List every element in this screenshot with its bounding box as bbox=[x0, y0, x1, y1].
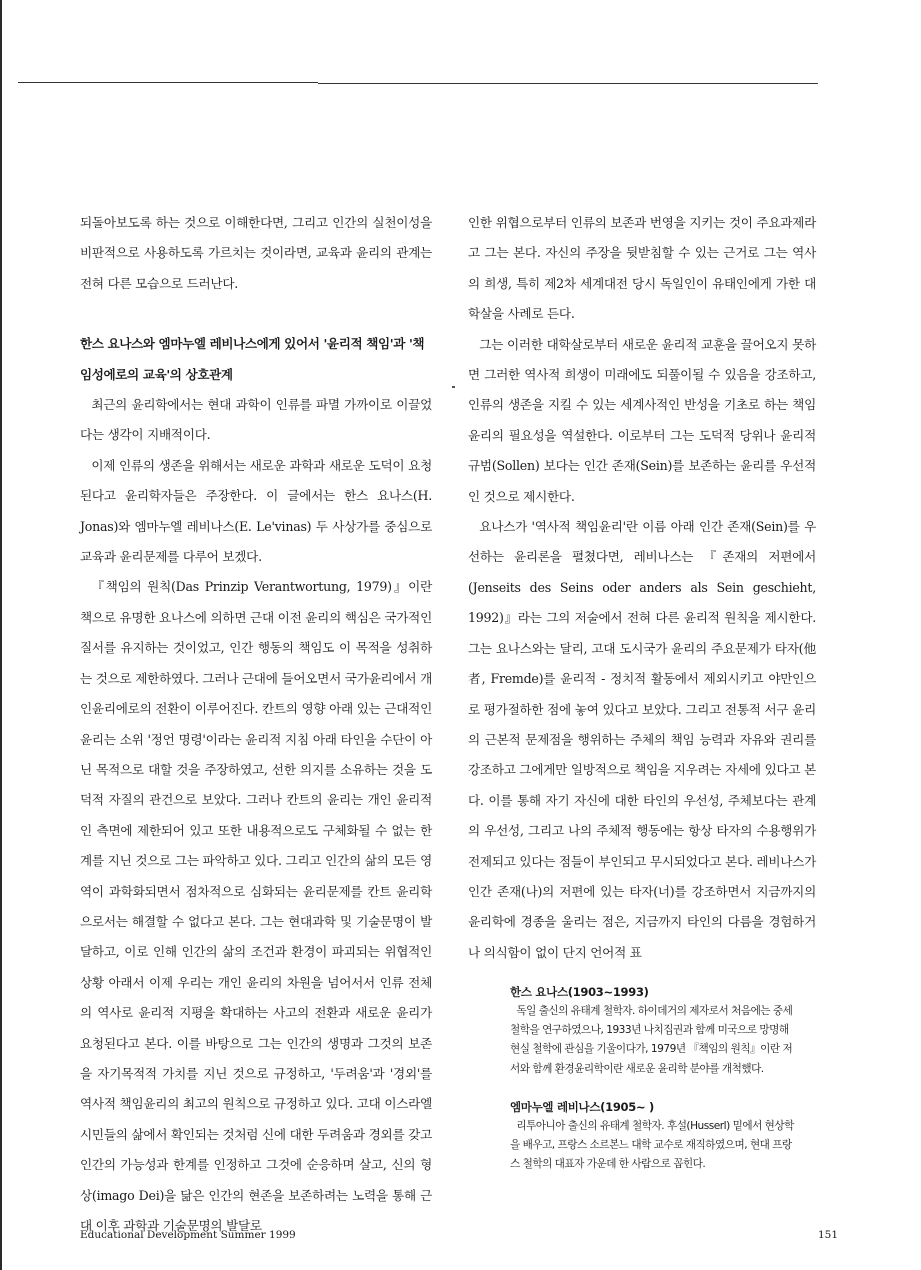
right-column bbox=[468, 208, 816, 968]
section-heading: 한스 요나스와 엠마누엘 레비나스에게 있어서 '윤리적 책임'과 '책임성에로의 교육'의 상호관계 bbox=[80, 336, 425, 382]
paragraph: 인한 위협으로부터 인류의 보존과 번영을 지키는 것이 주요과제라고 그는 본다. 자신의 주장을 뒷받침할 수 있는 근거로 그는 역사의 희생, 특히 제2차 세계대전 당시 독일인이 유태인에게 가한 대학살을 사례로 든다. bbox=[468, 215, 816, 322]
paragraph: 『책임의 원칙(Das Prinzip Verantwortung, 1979)』이란 책으로 유명한 요나스에 의하면 근대 이전 윤리의 핵심은 국가적인 질서를 유지하는 것이었고, 인간 행동의 책임도 이 목적을 성취하는 것으로 제한하였다. 그러나 근대에 들어오면서 국가윤리에서 개인윤리에로의 전환이 이루어진다. 칸트의 영향 아래 있는 근대적인 윤리는 소위 '정언 명령'이라는 윤리적 지침 아래 타인을 수단이 아닌 목적으로 대할 것을 주장하였고, 선한 의지를 소유하는 것을 도덕적 자질의 관건으로 보았다. 그러나 칸트의 윤리는 개인 윤리적인 측면에 제한되어 있고 또한 내용적으로도 구체화될 수 없는 한계를 지닌 것으로 그는 파악하고 있다. 그리고 인간의 삶의 모든 영역이 과학화되면서 점차적으로 심화되는 윤리문제를 칸트 윤리학으로서는 해결할 수 없다고 본다. 그는 현대과학 및 기술문명이 발달하고, 이로 인해 인간의 삶의 조건과 환경이 파괴되는 위협적인 상황 아래서 이제 우리는 개인 윤리의 차원을 넘어서서 인류 전체의 역사로 윤리적 지평을 확대하는 사고의 전환과 새로운 윤리가 요청된다고 본다. 이를 바탕으로 그는 인간의 생명과 그것의 보존을 자기목적적 가치를 지닌 것으로 규정하고, '두려움'과 '경외'를 역사적 책임윤리의 최고의 원칙으로 규정하고 있다. 고대 이스라엘 시민들의 삶에서 확인되는 것처럼 신에 대한 두려움과 경외를 갖고 인간의 가능성과 한계를 인정하고 그것에 순응하며 살고, 신의 형상(imago Dei)을 닮은 인간의 현존을 보존하려는 노력을 통해 근대 이후 과학과 기술문명의 발달로 bbox=[80, 579, 432, 1233]
header-rule-right bbox=[318, 83, 818, 84]
paragraph: 되돌아보도록 하는 것으로 이해한다면, 그리고 인간의 실천이성을 비판적으로 사용하도록 가르치는 것이라면, 교육과 윤리의 관계는 전혀 다른 모습으로 드러난다. bbox=[80, 215, 432, 291]
header-rule bbox=[18, 82, 318, 83]
journal-footer: Educational Development Summer 1999 bbox=[80, 1229, 296, 1241]
bio-jonas bbox=[510, 982, 800, 1079]
bio-text: 리투아니아 출신의 유태계 철학자. 후설(Husserl) 밑에서 현상학을 배우고, 프랑스 소르본느 대학 교수로 재직하였으며, 현대 프랑스 철학의 대표자 가운데 한 사람으로 꼽힌다. bbox=[510, 1119, 794, 1171]
page-number: 151 bbox=[818, 1229, 839, 1241]
biography-sidebar bbox=[510, 982, 800, 1192]
left-column bbox=[80, 208, 432, 1241]
bio-levinas bbox=[510, 1097, 800, 1175]
bio-name: 한스 요나스(1903~1993) bbox=[510, 985, 649, 999]
page-edge bbox=[0, 0, 2, 1270]
paragraph: 요나스가 '역사적 책임윤리'란 이름 아래 인간 존재(Sein)를 우선하는 윤리론을 펼쳤다면, 레비나스는 『존재의 저편에서(Jenseits des Seins oder anders als Sein geschieht, 1992)』라는 그의 저술에서 전혀 다른 윤리적 원칙을 제시한다. 그는 요나스와는 달리, 고대 도시국가 윤리의 주요문제가 타자(他者, Fremde)를 윤리적 - 정치적 활동에서 제외시키고 야만인으로 평가절하한 점에 놓여 있다고 보았다. 그리고 전통적 서구 윤리의 근본적 문제점을 행위하는 주체의 책임 능력과 자유와 권리를 강조하고 그에게만 일방적으로 책임을 지우려는 자세에 있다고 본다. 이를 통해 자기 자신에 대한 타인의 우선성, 주체보다는 관계의 우선성, 그리고 나의 주체적 행동에는 항상 타자의 수용행위가 전제되고 있다는 점들이 부인되고 무시되었다고 본다. 레비나스가 인간 존재(나)의 저편에 있는 타자(너)를 강조하면서 지금까지의 윤리학에 경종을 울리는 점은, 지금까지 타인의 다름을 경험하거나 의식함이 없이 단지 언어적 표 bbox=[468, 519, 816, 960]
bio-text: 독일 출신의 유태계 철학자. 하이데거의 제자로서 처음에는 중세철학을 연구하였으나, 1933년 나치집권과 함께 미국으로 망명해 현실 철학에 관심을 기울이다가, 1979년 『책임의 원칙』이란 저서와 함께 환경윤리학이란 새로운 윤리학 분야를 개척했다. bbox=[510, 1005, 793, 1075]
paragraph: 그는 이러한 대학살로부터 새로운 윤리적 교훈을 끌어오지 못하면 그러한 역사적 희생이 미래에도 되풀이될 수 있음을 강조하고, 인류의 생존을 지킬 수 있는 세계사적인 반성을 기초로 하는 책임 윤리의 필요성을 역설한다. 이로부터 그는 도덕적 당위나 윤리적 규범(Sollen) 보다는 인간 존재(Sein)를 보존하는 윤리를 우선적인 것으로 제시한다. bbox=[468, 336, 816, 504]
paragraph: 이제 인류의 생존을 위해서는 새로운 과학과 새로운 도덕이 요청된다고 윤리학자들은 주장한다. 이 글에서는 한스 요나스(H. Jonas)와 엠마누엘 레비나스(E. Le'vinas) 두 사상가를 중심으로 교육과 윤리문제를 다루어 보겠다. bbox=[80, 457, 432, 565]
print-mark bbox=[452, 386, 455, 388]
bio-name: 엠마누엘 레비나스(1905~ ) bbox=[510, 1099, 654, 1114]
paragraph: 최근의 윤리학에서는 현대 과학이 인류를 파멸 가까이로 이끌었다는 생각이 지배적이다. bbox=[80, 397, 432, 443]
